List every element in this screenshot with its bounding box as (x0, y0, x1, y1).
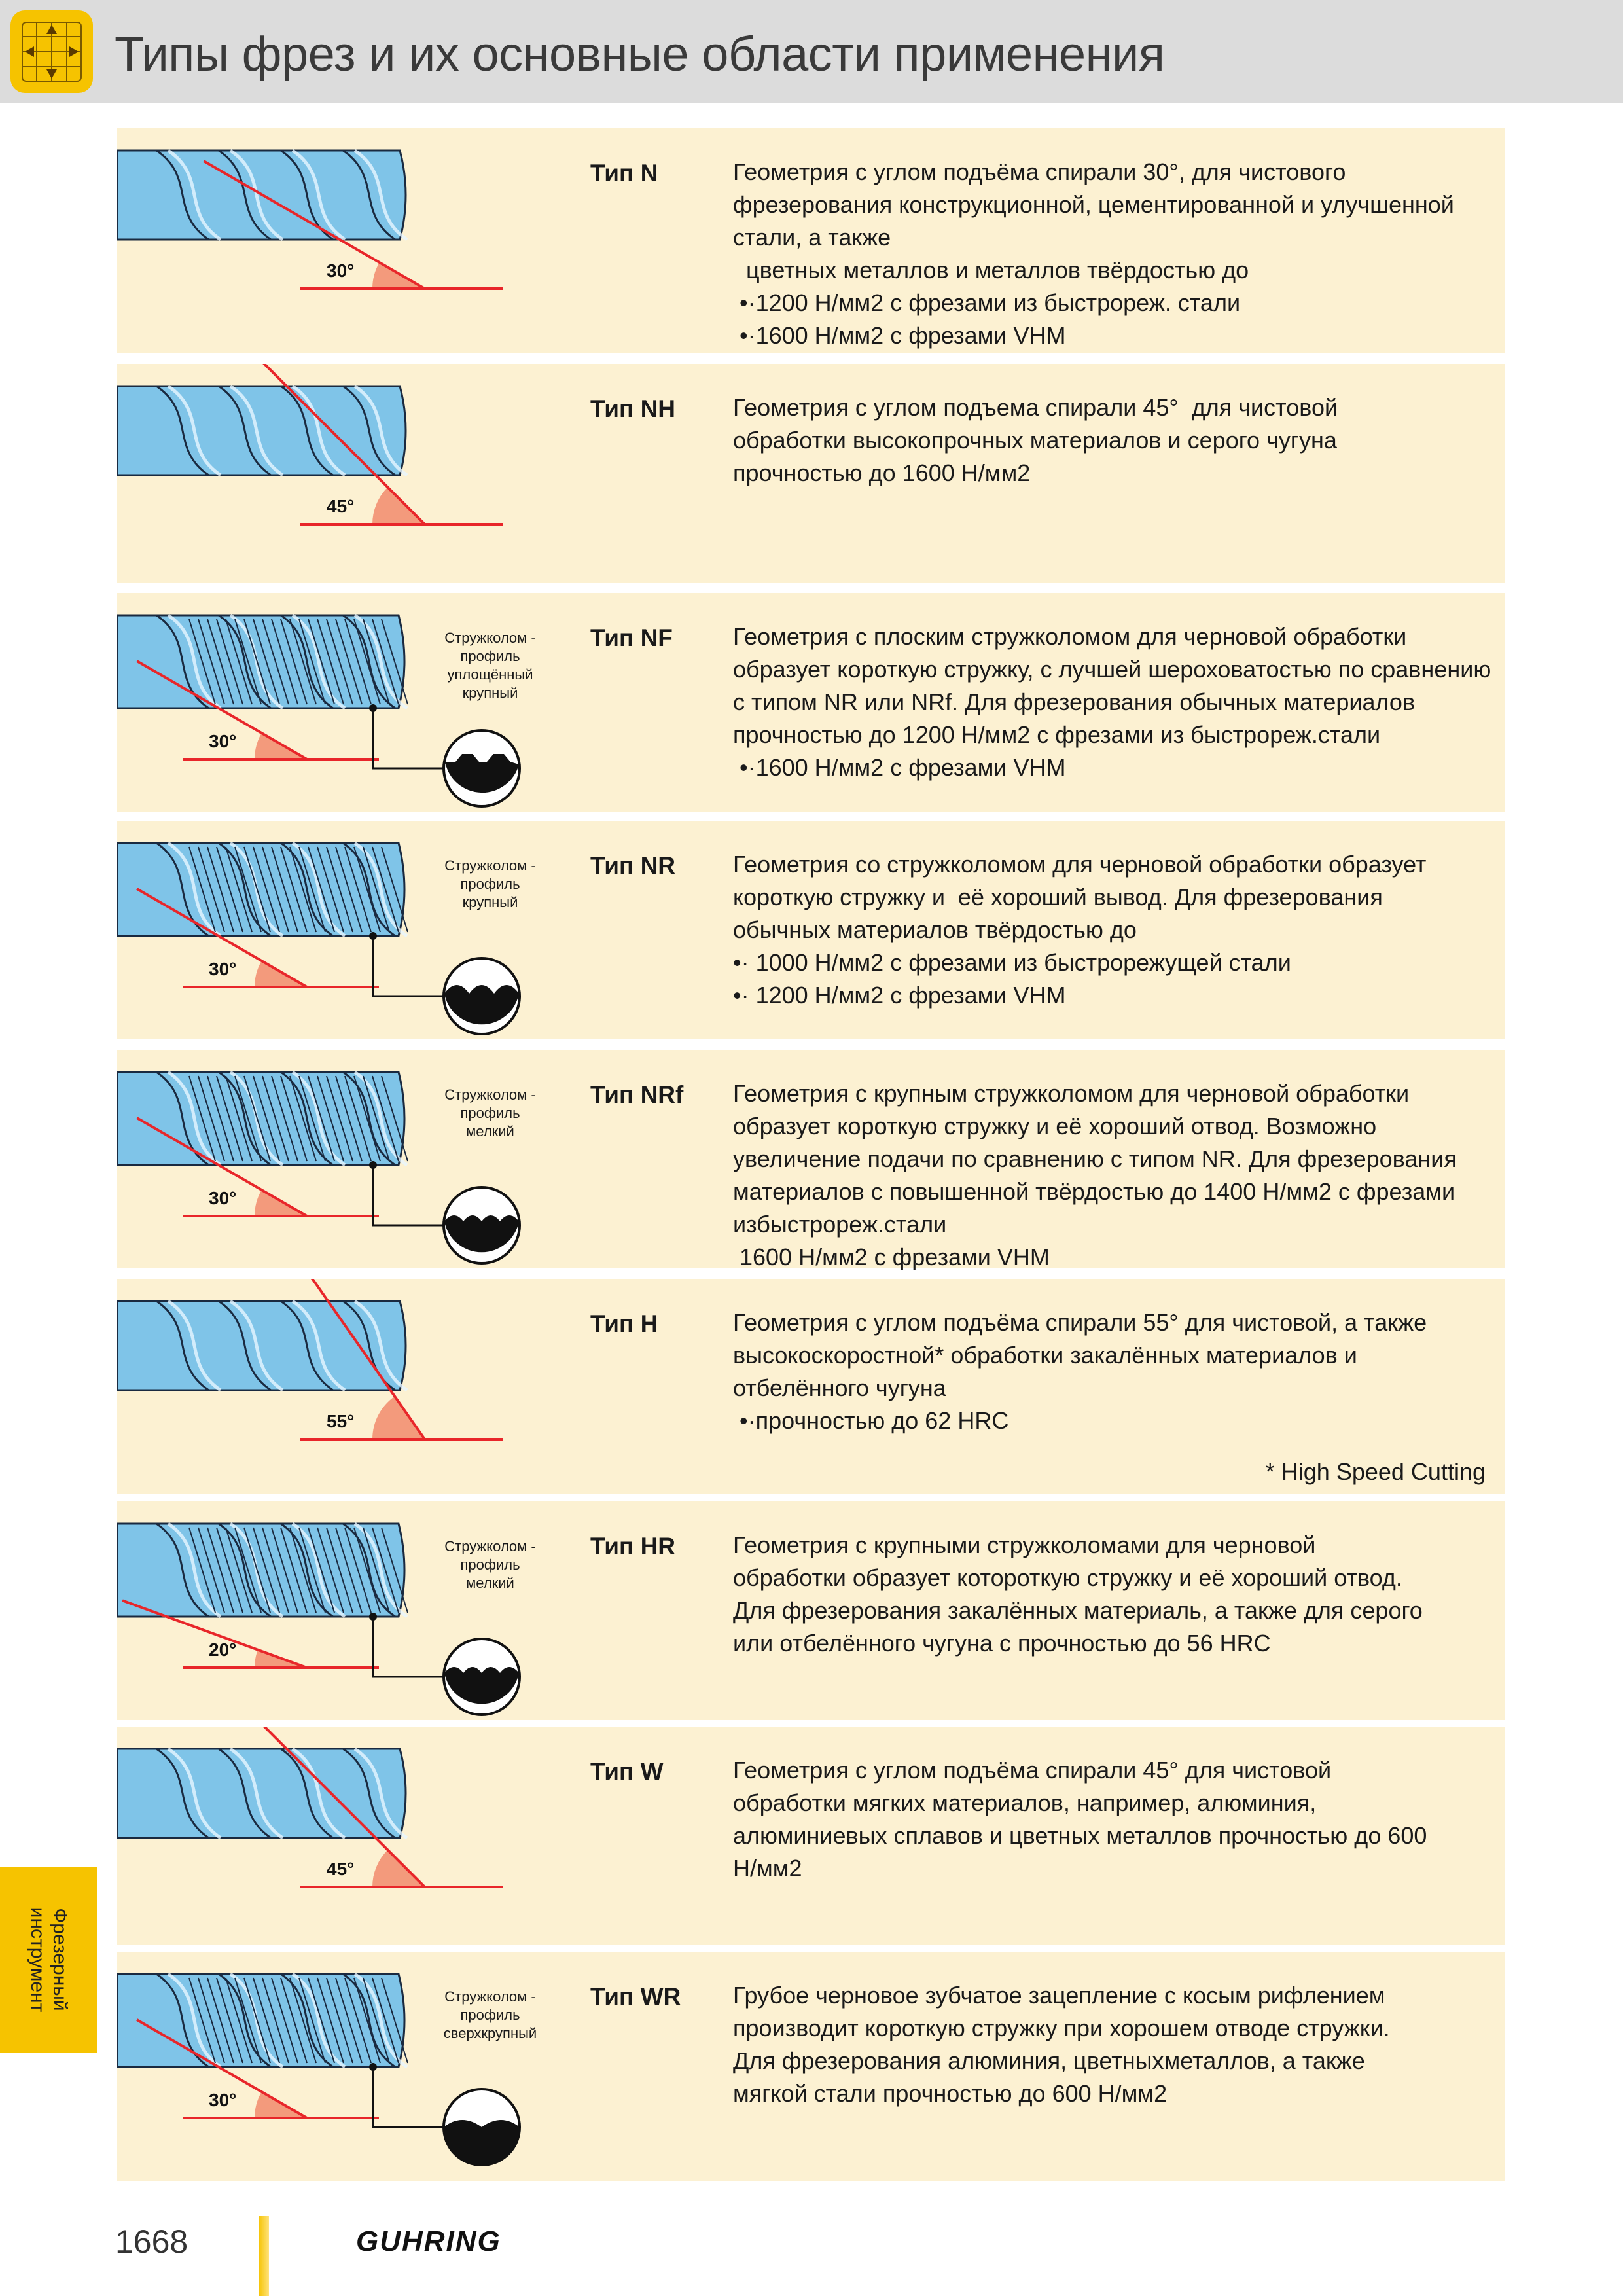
page-number: 1668 (115, 2223, 188, 2260)
brand-logo: GUHRING (356, 2225, 501, 2257)
type-description: Геометрия с углом подъёма спирали 45° для чистовой обработки мягких материалов, например, алюминия, алюминиевых сплавов и цветных металлов прочностью до 600 Н/мм2 (733, 1757, 1427, 1882)
milling-type-row (117, 1727, 1505, 1945)
page-header (0, 0, 1623, 103)
helix-angle-label: 30° (209, 731, 237, 751)
milling-type-row (117, 593, 1505, 812)
type-description: Геометрия с крупными стружколомами для черновой обработки образует котороткую стружку и её хороший отвод. Для фрезерования закалённых материаль, а также для серого или отбелённого чугуна с прочностью до 56 HRC (733, 1532, 1423, 1657)
cutter-illustration (117, 1072, 408, 1165)
type-description: Геометрия со стружколомом для черновой обработки образует короткую стружку и её хороший вывод. Для фрезерования обычных материалов твёрдостью до •· 1000 Н/мм2 с фрезами из быстрорежущей стали •· 1200 Н/мм2 с фрезами VHM (733, 851, 1427, 1009)
chipbreaker-profile-caption: Стружколом - профиль уплощённый крупный (444, 630, 536, 701)
chipbreaker-profile-caption: Стружколом - профиль сверхкрупный (443, 1988, 537, 2041)
chipbreaker-profile-caption: Стружколом - профиль крупный (444, 857, 536, 910)
cutter-illustration (117, 1301, 407, 1390)
section-side-tab[interactable] (0, 1867, 97, 2053)
cutter-illustration (117, 615, 408, 708)
chipbreaker-profile-icon (369, 1613, 520, 1715)
cutter-illustration (117, 1974, 408, 2067)
section-logo-icon (10, 10, 93, 93)
type-label: Тип N (590, 160, 658, 187)
type-description: Геометрия с крупным стружколомом для черновой обработки образует короткую стружку и её хороший отвод. Возможно увеличение подачи по сравнению с типом NR. Для фрезерования материалов с повышенной твёрдостью до 1400 Н/мм2 с фрезами избыстрореж.стали 1600 Н/мм2 с фрезами VHM (733, 1080, 1457, 1270)
milling-type-row (117, 1952, 1505, 2181)
type-label: Тип NRf (590, 1081, 684, 1108)
type-label: Тип NF (590, 624, 673, 651)
chipbreaker-profile-icon (369, 2063, 520, 2165)
milling-type-row (117, 821, 1505, 1039)
chipbreaker-profile-icon (369, 704, 520, 806)
milling-type-row (117, 1501, 1505, 1720)
helix-angle-label: 30° (209, 1188, 237, 1208)
helix-angle-label: 45° (327, 1859, 355, 1879)
milling-type-row (117, 1279, 1505, 1494)
cutter-illustration (117, 1524, 408, 1617)
helix-angle-label: 55° (327, 1411, 355, 1431)
milling-type-row (117, 1050, 1505, 1268)
chipbreaker-profile-caption: Стружколом - профиль мелкий (444, 1538, 536, 1591)
type-description: Геометрия с углом подъема спирали 45° для чистовой обработки высокопрочных материалов и серого чугуна прочностью до 1600 Н/мм2 (733, 394, 1338, 486)
chipbreaker-profile-caption: Стружколом - профиль мелкий (444, 1086, 536, 1139)
type-label: Тип H (590, 1310, 658, 1337)
type-label: Тип NR (590, 852, 676, 879)
helix-angle-label: 30° (209, 959, 237, 979)
type-label: Тип NH (590, 395, 676, 422)
type-description: Грубое черновое зубчатое зацепление с косым рифлением производит короткую стружку при хорошем отводе стружки. Для фрезерования алюминия, цветныхметаллов, а также мягкой стали прочностью до 600 Н/мм2 (733, 1982, 1390, 2107)
helix-angle-label: 20° (209, 1640, 237, 1660)
footnote: * High Speed Cutting (1265, 1458, 1486, 1485)
helix-angle-label: 45° (327, 496, 355, 516)
chipbreaker-profile-icon (369, 932, 520, 1034)
helix-angle-label: 30° (327, 260, 355, 281)
type-description: Геометрия с углом подъёма спирали 55° для чистовой, а также высокоскоростной* обработки закалённых материалов и отбелённого чугуна •·прочностью до 62 HRC (733, 1309, 1427, 1434)
page-title: Типы фрез и их основные области применения (115, 27, 1165, 81)
milling-type-row (117, 128, 1505, 353)
type-description: Геометрия с плоским стружколомом для черновой обработки образует короткую стружку, с лучшей шероховатостью по сравнению с типом NR или NRf. Для фрезерования обычных материалов прочностью до 1200 Н/мм2 с фрезами из быстрореж.стали •·1600 Н/мм2 с фрезами VHM (733, 623, 1491, 781)
helix-angle-label: 30° (209, 2090, 237, 2110)
type-description: Геометрия с углом подъёма спирали 30°, для чистового фрезерования конструкционной, цементированной и улучшенной стали, а также цветных металлов и металлов твёрдостью до •·1200 Н/мм2 с фрезами из быстрореж. стали •·1600 Н/мм2 с фрезами VHM (733, 158, 1454, 349)
chipbreaker-profile-icon (369, 1161, 520, 1263)
type-label: Тип HR (590, 1533, 676, 1560)
side-tab-label: Фрезерный инструмент (27, 1907, 71, 2013)
cutter-illustration (117, 843, 408, 936)
milling-type-row (117, 364, 1505, 583)
footer-accent-bar (259, 2216, 269, 2296)
type-label: Тип W (590, 1758, 664, 1785)
type-label: Тип WR (590, 1983, 681, 2010)
